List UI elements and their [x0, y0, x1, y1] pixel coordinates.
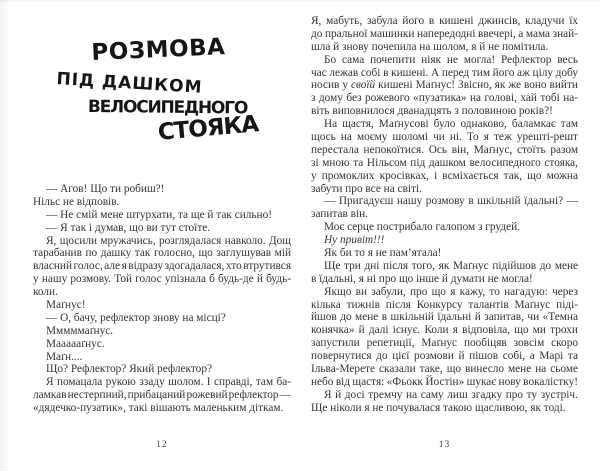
text-line: коли. — [33, 286, 58, 299]
text-line: ламкав нестерпний, прибацаний рожевий рефлектор — — [33, 389, 291, 402]
text-line: Ільва-Мерете сказали таке, що винесло мене на сьоме — [311, 363, 579, 376]
text-line: Я й досі тремчу на саму лиш згадку про ту зустріч. — [324, 388, 578, 401]
chapter-title-line-2: ПІД ДАШКОМ — [55, 69, 204, 98]
text-line: Я, мабуть, забула його в кишені джинсів, кладучи їх — [311, 15, 578, 27]
text-line: віть виповнилося дванадцять з половиною років?! — [311, 105, 553, 118]
text-line: кілька тижнів після Конкурсу талантів Маґнус піді- — [311, 298, 578, 311]
text-line: Якщо ви забули, про що я кажу, то нагадую: через — [324, 285, 579, 298]
text-line: йшов до мене в шкільній їдальні й запитав, чи «Темна — [311, 311, 578, 324]
text-line: — О, бачу, рефлектор знову на місці? — [46, 311, 226, 324]
text-line: в їдальні, я ні про що інше й думати не могла! — [311, 272, 533, 285]
text-line: — Агов! Що ти робиш?! — [46, 183, 165, 195]
text-line: На щастя, Маґнусові було однаково, баламкає там — [324, 118, 579, 131]
text-line: забути про все на світі. — [311, 182, 422, 195]
text-line: Ще ніколи я не почувалася такою щасливою, як тоді. — [311, 401, 566, 414]
text-line: Я помацала рукою ззаду шолом. І справді, там ба- — [46, 376, 292, 389]
chapter-title-line-1: РОЗМОВА — [90, 34, 226, 66]
text-line: перестала непокоїтися. Ось він, Маґнус, стоїть разом — [311, 143, 578, 156]
text-line: Нільс не відповів. — [33, 195, 120, 208]
text-line: повернутися до цієї розмови й пішов собі, а Марі та — [311, 350, 578, 363]
page-right-text — [311, 15, 578, 415]
text-line: у промоклих кросівках, і всміхається так, що можна — [311, 169, 578, 182]
text-line: запитав він. — [311, 208, 369, 221]
text-line: шла й знову почепила на шолом, я й не помітила. — [311, 40, 549, 53]
text-line: Маґнус! — [46, 299, 86, 312]
text-line: носив у своїй кишені Маґнус! Звісно, як же воно вийти — [311, 79, 578, 92]
text-line: — Пригадуєш нашу розмову в шкільній їдальні? — — [324, 195, 578, 208]
text-line: Ну привіт!!! — [324, 234, 385, 247]
text-line: Ще три дні після того, як Маґнус підійшов до мене — [324, 259, 579, 272]
text-line: «дядечко-пузатик», такі вішають маленьким діткам. — [33, 402, 284, 415]
page-left — [33, 0, 291, 471]
text-line: зі мною та Нільсом під дашком велосипедного стояка, — [311, 156, 578, 169]
text-line: щось на моєму шоломі чи ні. То я теж урешті-решт — [311, 131, 578, 144]
text-line: власний голос, але я відразу здогадалася, хто втрутився — [33, 260, 292, 273]
text-line: Як би то я не пам’ятала! — [324, 247, 442, 260]
text-line: Маґн.... — [46, 350, 83, 363]
page-number-right: 13 — [438, 440, 451, 450]
page-right — [311, 0, 578, 471]
text-line: — Я так і думав, що ви тут стоїте. — [46, 221, 211, 234]
text-line: Мммммаґнус. — [46, 324, 114, 337]
text-line: з дому без рожевого «пузатика» на голові, хай тобі на- — [311, 92, 579, 105]
text-line: час лежав собі в кишені. А перед тим його аж цілу добу — [311, 66, 579, 79]
text-line: тарабанив по дашку так голосно, що заглушував мій — [33, 247, 292, 260]
page-edge-shadow — [0, 0, 9, 471]
text-line: запустили репетиції, Маґнус пообіцяв зовсім скоро — [311, 337, 578, 350]
chapter-title-line-3: ВЕЛОСИПЕДНОГО — [87, 97, 248, 119]
chapter-title-line-4: СТОЯКА — [156, 111, 260, 146]
text-line: Моє серце пострибало галопом з грудей. — [324, 221, 520, 234]
text-line: Маааааґнус. — [46, 337, 105, 350]
text-line: у нашу розмову. Той голос упізнала б будь-де й будь- — [33, 273, 291, 286]
page-number-left: 12 — [156, 440, 168, 450]
text-line: Я, щосили мружачись, розглядалася навколо. Дощ — [46, 234, 291, 247]
text-line: конячка» й далі існує. Коли я відповіла, що ми трохи — [311, 324, 578, 337]
page-left-text — [33, 183, 291, 415]
text-line: — Не смій мене штурхати, та ще й так сильно! — [46, 208, 272, 221]
text-line: Що? Рефлектор? Який рефлектор? — [46, 363, 212, 376]
text-line: Бо сама почепити ніяк не могла! Рефлектор весь — [324, 53, 579, 66]
chapter-title — [33, 0, 291, 180]
text-line: до пральної машинки напередодні ввечері, а мама знай- — [311, 27, 578, 40]
text-line: небо від щастя: «Фьокк Йостін» шукає нову вокалістку! — [311, 375, 578, 388]
